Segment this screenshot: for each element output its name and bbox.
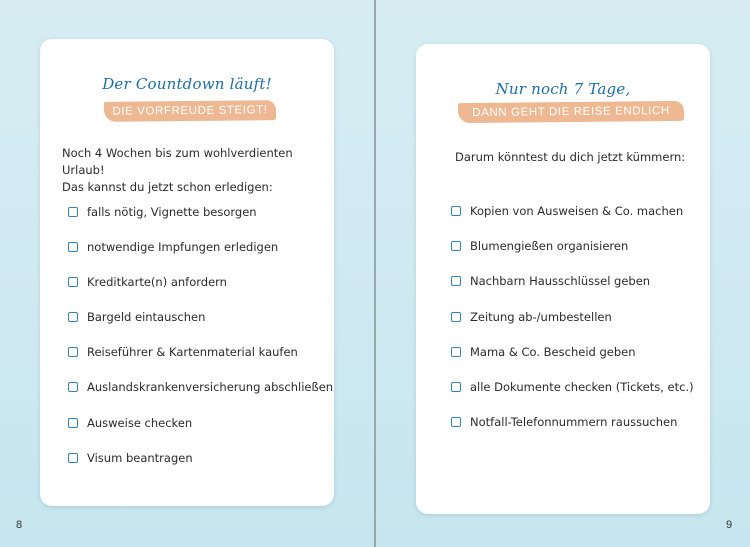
checkbox-icon[interactable] <box>68 382 78 392</box>
list-item[interactable] <box>451 204 683 218</box>
checkbox-icon[interactable] <box>68 242 78 252</box>
left-intro-line-2: Das kannst du jetzt schon erledigen: <box>62 180 273 194</box>
checkbox-icon[interactable] <box>451 206 461 216</box>
right-checklist-card <box>416 44 710 514</box>
right-intro-line-1: Darum könntest du dich jetzt kümmern: <box>455 150 686 164</box>
list-item-label: Visum beantragen <box>87 451 193 465</box>
list-item[interactable] <box>451 380 694 394</box>
checkbox-icon[interactable] <box>68 312 78 322</box>
right-intro <box>455 149 685 166</box>
list-item[interactable] <box>451 345 636 359</box>
list-item-label: Nachbarn Hausschlüssel geben <box>470 274 651 288</box>
list-item[interactable] <box>451 274 650 288</box>
list-item[interactable] <box>451 310 612 324</box>
list-item-label: Auslandskrankenversicherung abschließen <box>87 380 334 394</box>
left-intro-line-1: Noch 4 Wochen bis zum wohlverdienten Urlaub! <box>62 146 293 177</box>
list-item-label: Notfall-Telefonnummern raussuchen <box>470 415 678 429</box>
checkbox-icon[interactable] <box>451 347 461 357</box>
list-item-label: Kreditkarte(n) anfordern <box>87 275 227 289</box>
checkbox-icon[interactable] <box>451 276 461 286</box>
list-item[interactable] <box>68 380 333 394</box>
list-item[interactable] <box>68 240 278 254</box>
page-number-right: 9 <box>726 519 733 531</box>
list-item-label: alle Dokumente checken (Tickets, etc.) <box>470 380 694 394</box>
list-item[interactable] <box>451 239 628 253</box>
right-banner: DANN GEHT DIE REISE ENDLICH LOS! <box>458 101 684 123</box>
list-item[interactable] <box>68 205 257 219</box>
checkbox-icon[interactable] <box>451 382 461 392</box>
checkbox-icon[interactable] <box>451 417 461 427</box>
list-item[interactable] <box>68 310 205 324</box>
list-item[interactable] <box>68 416 192 430</box>
list-item[interactable] <box>68 451 193 465</box>
list-item-label: Zeitung ab-/umbestellen <box>470 310 612 324</box>
list-item[interactable] <box>451 415 677 429</box>
list-item-label: Mama & Co. Bescheid geben <box>470 345 636 359</box>
checkbox-icon[interactable] <box>451 312 461 322</box>
checkbox-icon[interactable] <box>68 347 78 357</box>
right-script-title: Nur noch 7 Tage, <box>495 80 631 98</box>
checkbox-icon[interactable] <box>68 277 78 287</box>
list-item-label: falls nötig, Vignette besorgen <box>87 205 257 219</box>
left-banner: DIE VORFREUDE STEIGT! <box>104 100 276 122</box>
checkbox-icon[interactable] <box>68 207 78 217</box>
list-item-label: Blumengießen organisieren <box>470 239 629 253</box>
left-checklist-card <box>40 39 334 506</box>
left-script-title: Der Countdown läuft! <box>102 75 272 93</box>
checkbox-icon[interactable] <box>68 418 78 428</box>
list-item-label: Ausweise checken <box>87 416 193 430</box>
list-item-label: Reiseführer & Kartenmaterial kaufen <box>87 345 298 359</box>
list-item[interactable] <box>68 345 298 359</box>
left-intro <box>62 145 334 196</box>
checkbox-icon[interactable] <box>451 241 461 251</box>
page-number-left: 8 <box>16 519 23 531</box>
list-item-label: notwendige Impfungen erledigen <box>87 240 279 254</box>
list-item[interactable] <box>68 275 227 289</box>
list-item-label: Bargeld eintauschen <box>87 310 206 324</box>
checkbox-icon[interactable] <box>68 453 78 463</box>
list-item-label: Kopien von Ausweisen & Co. machen <box>470 204 684 218</box>
